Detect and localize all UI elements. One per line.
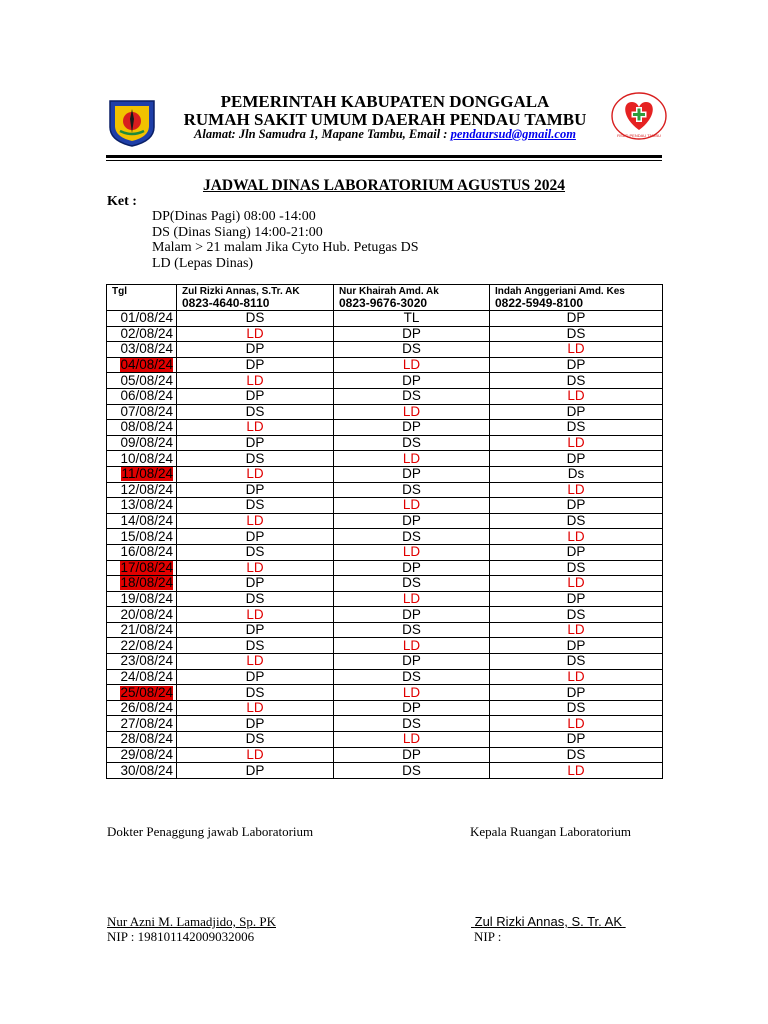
legend-item: Malam > 21 malam Jika Cyto Hub. Petugas DS	[152, 240, 419, 255]
date-cell	[107, 654, 177, 670]
holiday-date: 18/08/24	[120, 575, 173, 591]
header-government-name: PEMERINTAH KABUPATEN DONGGALA	[220, 92, 550, 111]
holiday-date: 11/08/24	[121, 466, 173, 482]
email-link[interactable]: pendaursud@gmail.com	[450, 127, 576, 141]
shift-cell: LD	[177, 373, 334, 389]
shift-cell: DP	[334, 700, 490, 716]
shift-cell: LD	[177, 700, 334, 716]
page-title: JADWAL DINAS LABORATORIUM AGUSTUS 2024	[202, 177, 566, 194]
date-cell	[107, 576, 177, 592]
table-row	[107, 747, 663, 763]
shift-cell: DS	[177, 311, 334, 327]
table-row	[107, 669, 663, 685]
date-cell	[107, 591, 177, 607]
header-hospital-name: RUMAH SAKIT UMUM DAERAH PENDAU TAMBU	[183, 110, 587, 129]
date-cell	[107, 529, 177, 545]
shift-cell: DS	[334, 435, 490, 451]
shift-cell: LD	[490, 763, 663, 779]
date-cell	[107, 404, 177, 420]
shift-cell: DP	[490, 357, 663, 373]
date-text: 21/08/24	[120, 622, 173, 638]
shift-cell: DP	[177, 435, 334, 451]
legend-item: DS (Dinas Siang) 14:00-21:00	[152, 224, 323, 240]
date-cell	[107, 544, 177, 560]
date-text: 27/08/24	[120, 715, 173, 731]
shift-cell: DP	[177, 482, 334, 498]
shift-cell: DS	[490, 373, 663, 389]
shift-cell: LD	[334, 685, 490, 701]
schedule-table	[106, 284, 663, 779]
table-row	[107, 716, 663, 732]
date-text: 16/08/24	[120, 544, 173, 560]
shift-cell: DS	[490, 700, 663, 716]
shift-cell: LD	[490, 482, 663, 498]
table-row	[107, 622, 663, 638]
date-cell	[107, 435, 177, 451]
shift-cell: DS	[177, 638, 334, 654]
date-text: 06/08/24	[120, 388, 173, 404]
table-row	[107, 576, 663, 592]
left-signatory-title: Dokter Penaggung jawab Laboratorium	[107, 824, 314, 839]
date-cell	[107, 685, 177, 701]
shift-cell: DS	[177, 498, 334, 514]
right-signatory-nip: NIP :	[474, 929, 502, 944]
table-row	[107, 591, 663, 607]
hospital-logo-text: RSUD PENDAU TAMBU	[617, 133, 661, 138]
date-text: 02/08/24	[120, 325, 173, 341]
schedule-body	[107, 311, 663, 779]
date-cell	[107, 388, 177, 404]
shift-cell: LD	[177, 326, 334, 342]
table-row	[107, 388, 663, 404]
date-cell	[107, 513, 177, 529]
date-text: 12/08/24	[120, 481, 173, 497]
shift-cell: DP	[177, 342, 334, 358]
shift-cell: DS	[334, 342, 490, 358]
shift-cell: DP	[334, 747, 490, 763]
date-cell	[107, 622, 177, 638]
holiday-date: 17/08/24	[120, 559, 173, 575]
table-row	[107, 373, 663, 389]
date-cell	[107, 560, 177, 576]
shift-cell: LD	[334, 357, 490, 373]
shift-cell: Ds	[490, 466, 663, 482]
shift-cell: LD	[177, 607, 334, 623]
shift-cell: DS	[490, 420, 663, 436]
date-cell	[107, 482, 177, 498]
table-row	[107, 685, 663, 701]
shift-cell: DP	[177, 357, 334, 373]
date-text: 09/08/24	[120, 435, 173, 451]
shift-cell: DS	[334, 669, 490, 685]
shift-cell: DP	[490, 544, 663, 560]
date-cell	[107, 357, 177, 373]
header-address	[160, 127, 610, 142]
date-cell	[107, 607, 177, 623]
shift-cell: DS	[177, 591, 334, 607]
shift-cell: DP	[490, 451, 663, 467]
date-text: 22/08/24	[120, 637, 173, 653]
shift-cell: DS	[334, 576, 490, 592]
date-text: 01/08/24	[120, 310, 173, 326]
staff-name: Nur Khairah Amd. Ak	[339, 286, 439, 297]
shift-cell: DS	[177, 732, 334, 748]
date-text: 24/08/24	[120, 668, 173, 684]
date-text: 10/08/24	[120, 450, 173, 466]
holiday-date: 04/08/24	[120, 357, 173, 373]
shift-cell: DS	[490, 607, 663, 623]
date-cell	[107, 638, 177, 654]
table-row	[107, 435, 663, 451]
shift-cell: DP	[490, 732, 663, 748]
table-row	[107, 700, 663, 716]
shift-cell: LD	[177, 560, 334, 576]
shift-cell: DS	[490, 326, 663, 342]
header-rule-thin	[106, 160, 662, 161]
shift-cell: LD	[490, 669, 663, 685]
shift-cell: TL	[334, 311, 490, 327]
table-row	[107, 342, 663, 358]
shift-cell: DS	[334, 622, 490, 638]
table-row	[107, 529, 663, 545]
staff-name: Zul Rizki Annas, S.Tr. AK	[182, 286, 300, 297]
shift-cell: LD	[177, 466, 334, 482]
shift-cell: DP	[334, 560, 490, 576]
shift-cell: DS	[177, 404, 334, 420]
date-cell	[107, 373, 177, 389]
date-text: 08/08/24	[120, 419, 173, 435]
shift-cell: LD	[490, 716, 663, 732]
date-cell	[107, 700, 177, 716]
shift-cell: DS	[334, 482, 490, 498]
staff-phone: 0823-9676-3020	[339, 296, 428, 310]
left-signatory-nip: NIP : 198101142009032006	[107, 929, 255, 944]
shift-cell: DS	[177, 685, 334, 701]
table-row	[107, 466, 663, 482]
shift-cell: DP	[490, 591, 663, 607]
shift-cell: LD	[490, 435, 663, 451]
shift-cell: DP	[177, 529, 334, 545]
shift-cell: DP	[490, 498, 663, 514]
shift-cell: LD	[334, 498, 490, 514]
shift-cell: DP	[490, 685, 663, 701]
shift-cell: DP	[177, 622, 334, 638]
right-signatory-name-text: Zul Rizki Annas, S. Tr. AK	[474, 914, 623, 929]
table-row	[107, 513, 663, 529]
date-cell	[107, 326, 177, 342]
shift-cell: LD	[177, 747, 334, 763]
table-row	[107, 482, 663, 498]
shift-cell: LD	[177, 654, 334, 670]
table-row	[107, 544, 663, 560]
header-rule-thick	[106, 155, 662, 158]
shift-cell: DP	[334, 326, 490, 342]
right-signatory-title: Kepala Ruangan Laboratorium	[470, 824, 631, 839]
date-text: 28/08/24	[120, 731, 173, 747]
date-text: 20/08/24	[120, 606, 173, 622]
staff-column-header	[490, 285, 663, 311]
shift-cell: LD	[334, 544, 490, 560]
staff-name: Indah Anggeriani Amd. Kes	[495, 286, 625, 297]
table-row	[107, 732, 663, 748]
date-column-header: Tgl	[107, 285, 177, 311]
donggala-regency-logo	[106, 97, 158, 147]
holiday-date: 25/08/24	[120, 684, 173, 700]
date-cell	[107, 732, 177, 748]
shift-cell: DS	[490, 747, 663, 763]
shift-cell: DP	[177, 576, 334, 592]
shift-cell: DP	[177, 763, 334, 779]
shift-cell: LD	[490, 529, 663, 545]
date-cell	[107, 669, 177, 685]
date-cell	[107, 747, 177, 763]
table-row	[107, 763, 663, 779]
table-row	[107, 404, 663, 420]
table-row	[107, 560, 663, 576]
shift-cell: DS	[334, 763, 490, 779]
shift-cell: LD	[334, 451, 490, 467]
table-row	[107, 654, 663, 670]
date-text: 29/08/24	[120, 746, 173, 762]
table-row	[107, 311, 663, 327]
shift-cell: DP	[490, 311, 663, 327]
table-row	[107, 451, 663, 467]
date-text: 19/08/24	[120, 590, 173, 606]
staff-phone: 0823-4640-8110	[182, 296, 270, 310]
date-text: 30/08/24	[120, 762, 173, 778]
legend-item: DP(Dinas Pagi) 08:00 -14:00	[152, 209, 316, 224]
date-cell	[107, 716, 177, 732]
shift-cell: DP	[334, 420, 490, 436]
shift-cell: LD	[490, 576, 663, 592]
date-cell	[107, 498, 177, 514]
table-row	[107, 420, 663, 436]
shift-cell: DS	[334, 716, 490, 732]
shift-cell: DS	[490, 513, 663, 529]
shift-cell: DS	[177, 544, 334, 560]
shift-cell: DP	[177, 716, 334, 732]
shift-cell: DS	[334, 529, 490, 545]
shift-cell: DP	[490, 638, 663, 654]
left-signatory-name: Nur Azni M. Lamadjido, Sp. PK	[107, 914, 276, 929]
shift-cell: DS	[490, 654, 663, 670]
table-row	[107, 357, 663, 373]
shift-cell: DP	[334, 654, 490, 670]
date-text: 05/08/24	[120, 372, 173, 388]
date-text: 07/08/24	[120, 403, 173, 419]
shift-cell: DP	[334, 373, 490, 389]
date-cell	[107, 342, 177, 358]
shift-cell: LD	[334, 591, 490, 607]
shift-cell: DP	[334, 607, 490, 623]
shift-cell: LD	[177, 420, 334, 436]
date-text: 03/08/24	[120, 341, 173, 357]
date-cell	[107, 466, 177, 482]
date-cell	[107, 311, 177, 327]
shift-cell: LD	[490, 342, 663, 358]
date-text: 23/08/24	[120, 653, 173, 669]
date-cell	[107, 763, 177, 779]
date-text: 14/08/24	[120, 513, 173, 529]
legend-label: Ket :	[107, 194, 137, 209]
staff-phone: 0822-5949-8100	[495, 296, 584, 310]
shift-cell: LD	[490, 622, 663, 638]
shift-cell: LD	[334, 404, 490, 420]
shift-cell: DS	[490, 560, 663, 576]
date-text: 15/08/24	[120, 528, 173, 544]
right-signatory-name	[471, 914, 626, 929]
shift-cell: LD	[490, 388, 663, 404]
shift-cell: DS	[334, 388, 490, 404]
table-row	[107, 638, 663, 654]
legend-item: LD (Lepas Dinas)	[152, 255, 254, 271]
table-row	[107, 607, 663, 623]
address-text: Alamat: Jln Samudra 1, Mapane Tambu, Email :	[194, 127, 451, 141]
hospital-logo	[610, 92, 668, 142]
date-text: 13/08/24	[120, 497, 173, 513]
shift-cell: LD	[334, 638, 490, 654]
shift-cell: DP	[334, 513, 490, 529]
table-row	[107, 498, 663, 514]
date-cell	[107, 451, 177, 467]
date-text: 26/08/24	[120, 700, 173, 716]
shift-cell: DP	[334, 466, 490, 482]
shift-cell: DP	[490, 404, 663, 420]
shift-cell: LD	[177, 513, 334, 529]
shift-cell: LD	[334, 732, 490, 748]
staff-column-header	[177, 285, 334, 311]
shift-cell: DP	[177, 669, 334, 685]
shift-cell: DS	[177, 451, 334, 467]
shift-cell: DP	[177, 388, 334, 404]
table-row	[107, 326, 663, 342]
date-cell	[107, 420, 177, 436]
table-header-row	[107, 285, 663, 311]
staff-column-header	[334, 285, 490, 311]
